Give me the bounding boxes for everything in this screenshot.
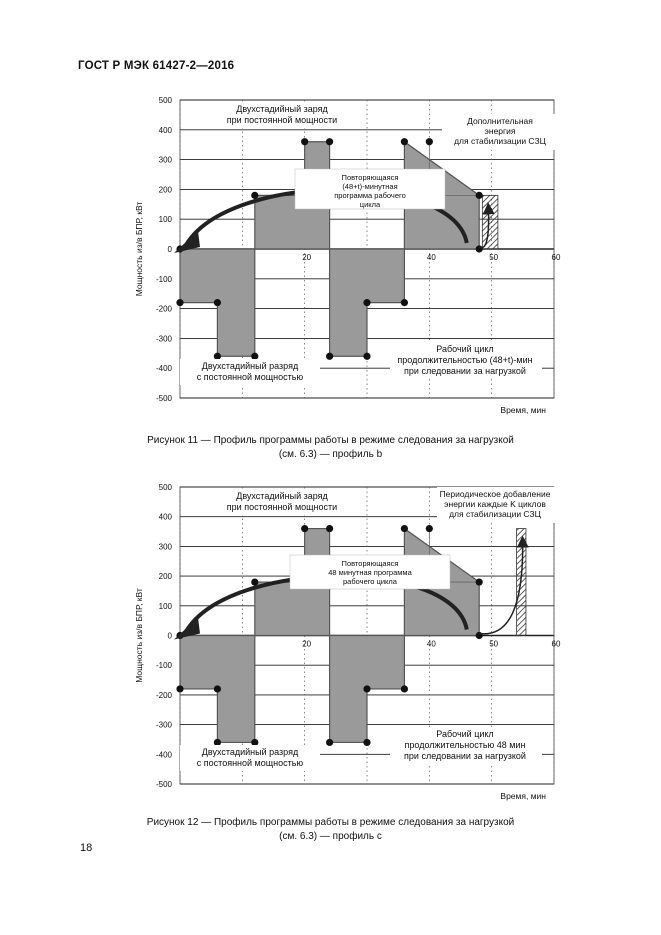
- repeat-label: Повторяющаяся: [341, 559, 399, 568]
- cycle-label: Рабочий цикл: [436, 344, 494, 354]
- data-point: [476, 632, 483, 639]
- x-axis-title: Время, мин: [500, 405, 546, 415]
- y-tick-label: -500: [155, 394, 172, 403]
- repeat-label: программа рабочего: [334, 191, 406, 200]
- y-tick-label: 300: [158, 155, 172, 165]
- extra-label: для стабилизации СЗЦ: [454, 136, 546, 146]
- charge-label: Двухстадийный заряд: [236, 104, 328, 114]
- extra-label: для стабилизации СЗЦ: [449, 509, 541, 519]
- y-tick-label: -200: [155, 690, 172, 700]
- cycle-label: продолжительностью (48+t)-мин: [397, 355, 533, 365]
- y-tick-label: 200: [158, 185, 172, 195]
- data-point: [363, 685, 370, 692]
- x-axis-title: Время, мин: [500, 791, 546, 801]
- x-tick-label: 20: [302, 639, 312, 649]
- data-point: [326, 739, 333, 746]
- data-point: [363, 739, 370, 746]
- caption-line-2: (см. 6.3) — профиль c: [279, 831, 382, 842]
- data-point: [326, 525, 333, 532]
- x-tick-label: 40: [426, 253, 436, 262]
- repeat-label: (48+t)-минутная: [342, 182, 398, 191]
- x-tick-label: 20: [302, 253, 312, 262]
- discharge-label: Двухстадийный разряд: [201, 361, 299, 371]
- repeat-label: цикла: [359, 200, 381, 209]
- repeat-label: 48 минутная программа: [328, 568, 412, 577]
- extra-label: Дополнительная: [467, 116, 533, 126]
- y-tick-label: 500: [158, 483, 172, 492]
- caption-line-1: Рисунок 11 — Профиль программы работы в режиме следования за нагрузкой: [147, 435, 514, 446]
- data-point: [214, 739, 221, 746]
- cycle-label: Рабочий цикл: [436, 729, 494, 739]
- figure-12-caption: [0, 816, 661, 844]
- data-point: [176, 685, 183, 692]
- data-point: [426, 525, 433, 532]
- y-tick-label: 300: [158, 542, 172, 552]
- cycle-label: при следовании за нагрузкой: [404, 751, 526, 761]
- cycle-label: при следовании за нагрузкой: [404, 366, 526, 376]
- data-point: [214, 685, 221, 692]
- charge-label: при постоянной мощности: [226, 115, 338, 125]
- y-tick-label: -400: [155, 750, 172, 760]
- y-tick-label: 100: [158, 601, 172, 611]
- data-point: [401, 685, 408, 692]
- y-tick-label: -400: [155, 364, 172, 374]
- y-tick-label: 500: [158, 96, 172, 105]
- y-tick-label: -300: [155, 334, 172, 344]
- y-tick-label: 100: [158, 215, 172, 225]
- y-tick-label: -100: [155, 274, 172, 284]
- data-point: [401, 525, 408, 532]
- caption-line-1: Рисунок 12 — Профиль программы работы в режиме следования за нагрузкой: [146, 817, 515, 828]
- x-tick-label: 60: [551, 253, 561, 262]
- y-tick-label: 200: [158, 572, 172, 582]
- cycle-label: продолжительностью 48 мин: [404, 740, 526, 750]
- y-tick-label: -200: [155, 304, 172, 314]
- page-number: 18: [80, 842, 93, 854]
- discharge-label: Двухстадийный разряд: [201, 747, 299, 757]
- data-point: [251, 578, 258, 585]
- y-tick-label: 400: [158, 125, 172, 135]
- discharge-label: с постоянной мощностью: [196, 758, 304, 768]
- y-axis-title: Мощность из/в БПР, кВт: [134, 201, 144, 297]
- charge-label: Двухстадийный заряд: [236, 491, 328, 501]
- y-tick-label: 0: [167, 631, 172, 641]
- extra-label: Периодическое добавление: [439, 489, 551, 499]
- charge-label: при постоянной мощности: [226, 502, 338, 512]
- document-header: ГОСТ Р МЭК 61427-2—2016: [78, 60, 235, 72]
- y-tick-label: -500: [155, 780, 172, 789]
- data-point: [251, 739, 258, 746]
- x-tick-label: 50: [489, 639, 499, 649]
- extra-label: энергии каждые K циклов: [444, 499, 546, 509]
- y-tick-label: 400: [158, 512, 172, 522]
- repeat-label: Повторяющаяся: [341, 173, 399, 182]
- data-point: [301, 525, 308, 532]
- x-tick-label: 50: [489, 253, 499, 262]
- discharge-label: с постоянной мощностью: [196, 372, 304, 382]
- x-tick-label: 60: [551, 639, 561, 649]
- repeat-label: рабочего цикла: [343, 577, 397, 586]
- data-point: [476, 578, 483, 585]
- caption-line-2: (см. 6.3) — профиль b: [278, 449, 383, 460]
- extra-label: энергия: [484, 126, 516, 136]
- y-tick-label: -100: [155, 661, 172, 671]
- x-tick-label: 40: [426, 639, 436, 649]
- y-axis-title: Мощность из/в БПР, кВт: [134, 588, 144, 683]
- y-tick-label: 0: [167, 245, 172, 254]
- y-tick-label: -300: [155, 720, 172, 730]
